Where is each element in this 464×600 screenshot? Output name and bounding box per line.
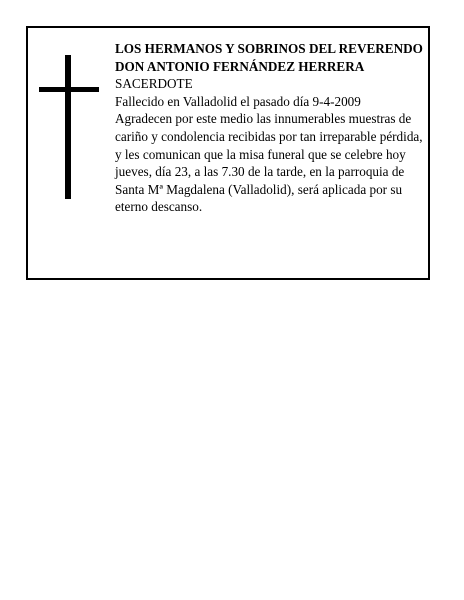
- death-date-line: Fallecido en Valladolid el pasado día 9-4-2009: [115, 93, 361, 109]
- obituary-notice: [26, 26, 430, 280]
- notice-text: [115, 40, 425, 216]
- notice-heading-family: LOS HERMANOS Y SOBRINOS DEL REVERENDO: [115, 41, 423, 56]
- cross-vertical-bar: [65, 55, 71, 199]
- deceased-title: SACERDOTE: [115, 76, 193, 92]
- notice-heading-deceased-name: DON ANTONIO FERNÁNDEZ HERRERA: [115, 58, 365, 74]
- cross-horizontal-bar: [39, 87, 99, 92]
- notice-body: Agradecen por este medio las innumerables muestras de cariño y condolencia recibidas por tan irreparable pérdida, y les comunican que la misa funeral que se celebre hoy jueves, día 23, a las 7.30 de la tarde, en la parroquia de Santa Mª Magdalena (Valladolid), será aplicada por su eterno descanso.: [115, 111, 423, 215]
- cross-icon: [39, 55, 99, 199]
